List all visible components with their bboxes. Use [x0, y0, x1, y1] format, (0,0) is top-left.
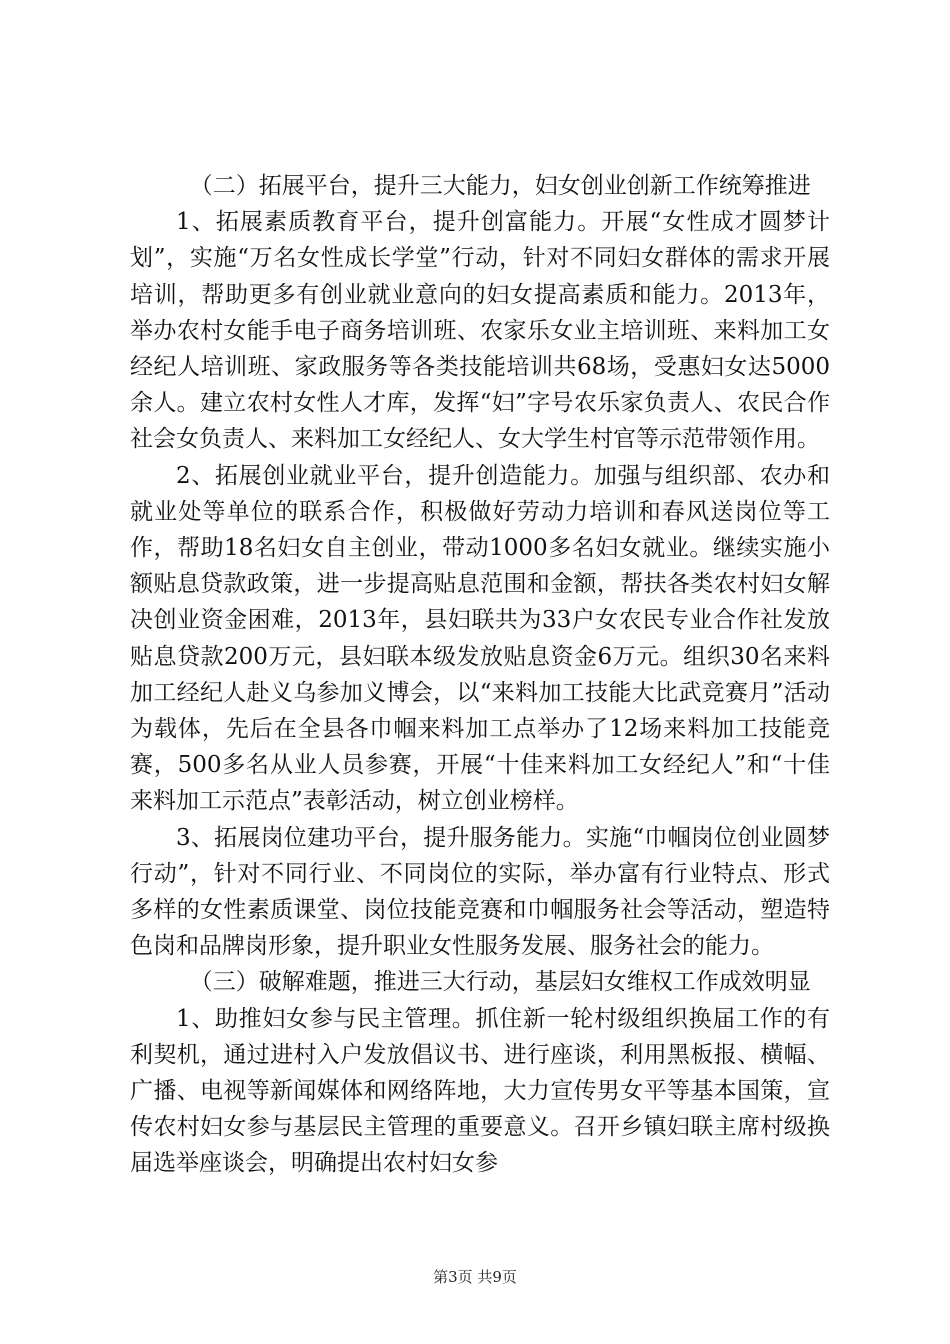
page-number-footer: 第3页 共9页 — [433, 1268, 517, 1286]
document-body — [130, 168, 830, 1182]
section-heading-2: （二）拓展平台，提升三大能力，妇女创业创新工作统筹推进 — [189, 173, 811, 199]
body-paragraph: 3、拓展岗位建功平台，提升服务能力。实施“巾帼岗位创业圆梦行动”，针对不同行业、不同岗位的实际，举办富有行业特点、形式多样的女性素质课堂、岗位技能竞赛和巾帼服务社会等活动，塑造特色岗和品牌岗形象，提升职业女性服务发展、服务社会的能力。 — [130, 824, 830, 960]
section-heading-3: （三）破解难题，推进三大行动，基层妇女维权工作成效明显 — [189, 969, 811, 996]
body-paragraph: 2、拓展创业就业平台，提升创造能力。加强与组织部、农办和就业处等单位的联系合作，积极做好劳动力培训和春风送岗位等工作，帮助18名妇女自主创业，带动1000多名妇女就业。继续实施小额贴息贷款政策，进一步提高贴息范围和金额，帮扶各类农村妇女解决创业资金困难，2013年，县妇联共为33户女农民专业合作社发放贴息贷款200万元，县妇联本级发放贴息资金6万元。组织30名来料加工经纪人赴义乌参加义博会，以“来料加工技能大比武竞赛月”活动为载体，先后在全县各巾帼来料加工点举办了12场来料加工技能竞赛，500多名从业人员参赛，开展“十佳来料加工女经纪人”和“十佳来料加工示范点”表彰活动，树立创业榜样。 — [130, 462, 830, 815]
body-paragraph: 1、助推妇女参与民主管理。抓住新一轮村级组织换届工作的有利契机，通过进村入户发放倡议书、进行座谈，利用黑板报、横幅、广播、电视等新闻媒体和网络阵地，大力宣传男女平等基本国策，宣传农村妇女参与基层民主管理的重要意义。召开乡镇妇联主席村级换届选举座谈会，明确提出农村妇女参 — [130, 1005, 830, 1177]
body-paragraph: 1、拓展素质教育平台，提升创富能力。开展“女性成才圆梦计划”，实施“万名女性成长学堂”行动，针对不同妇女群体的需求开展培训，帮助更多有创业就业意向的妇女提高素质和能力。2013年，举办农村女能手电子商务培训班、农家乐女业主培训班、来料加工女经纪人培训班、家政服务等各类技能培训共68场，受惠妇女达5000余人。建立农村女性人才库，发挥“妇”字号农乐家负责人、农民合作社会女负责人、来料加工女经纪人、女大学生村官等示范带领作用。 — [130, 209, 830, 453]
